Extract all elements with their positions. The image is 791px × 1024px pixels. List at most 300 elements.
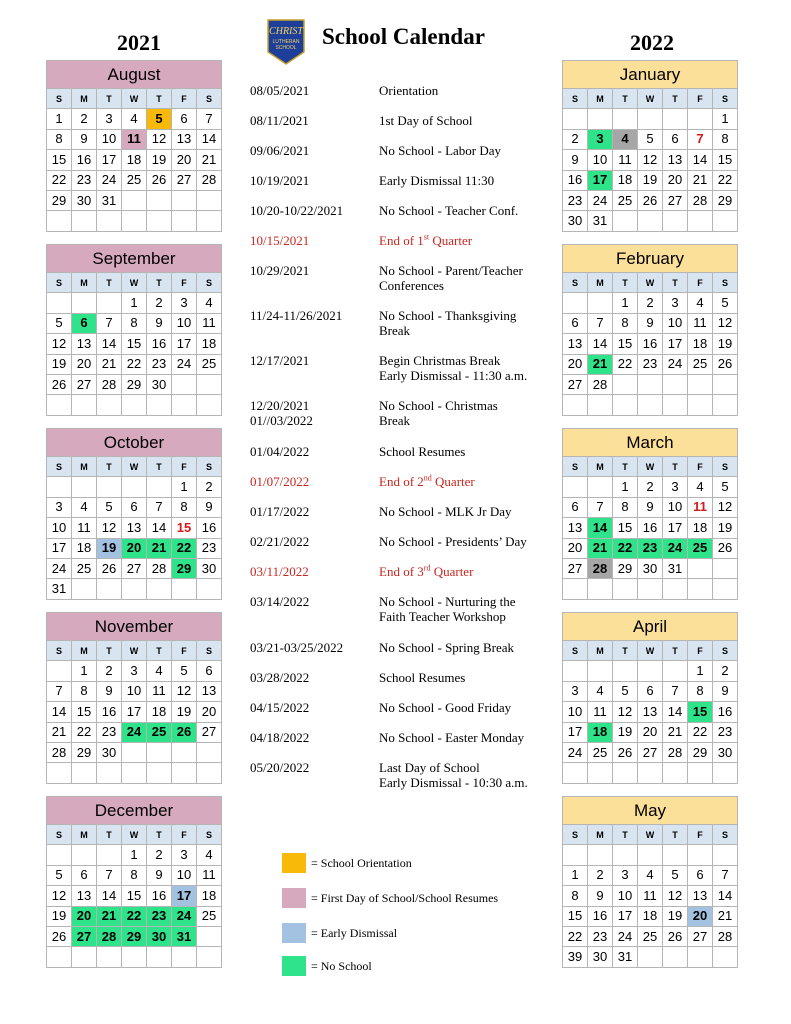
day-cell: 20 bbox=[72, 354, 97, 374]
weekday-header: M bbox=[588, 825, 613, 845]
day-cell: 15 bbox=[172, 518, 197, 538]
event-date-line: 01/04/2022 bbox=[250, 444, 310, 459]
day-cell: 1 bbox=[172, 477, 197, 497]
weekday-header: S bbox=[713, 641, 738, 661]
event-date bbox=[250, 594, 309, 609]
weekday-header: M bbox=[72, 641, 97, 661]
day-cell: 3 bbox=[613, 865, 638, 885]
empty-day-cell bbox=[663, 947, 688, 967]
day-cell: 16 bbox=[197, 518, 222, 538]
day-cell: 17 bbox=[563, 722, 588, 742]
day-cell: 9 bbox=[638, 313, 663, 333]
week-row bbox=[47, 538, 222, 558]
week-row bbox=[563, 313, 738, 333]
weekday-header: T bbox=[663, 89, 688, 109]
event-date bbox=[250, 398, 313, 428]
week-row bbox=[47, 886, 222, 906]
empty-day-cell bbox=[663, 661, 688, 681]
month-february bbox=[562, 244, 738, 416]
day-cell: 15 bbox=[613, 334, 638, 354]
event-date-line: 02/21/2022 bbox=[250, 534, 310, 549]
empty-day-cell bbox=[197, 926, 222, 946]
day-cell: 16 bbox=[638, 518, 663, 538]
day-cell: 16 bbox=[638, 334, 663, 354]
event-description bbox=[379, 670, 465, 685]
day-cell: 8 bbox=[47, 129, 72, 149]
day-cell: 3 bbox=[563, 681, 588, 701]
day-cell: 18 bbox=[613, 170, 638, 190]
event-date bbox=[250, 504, 309, 519]
weekday-header: W bbox=[638, 825, 663, 845]
day-cell: 21 bbox=[588, 354, 613, 374]
weekday-header: M bbox=[588, 89, 613, 109]
day-cell: 18 bbox=[688, 518, 713, 538]
event-description bbox=[379, 564, 473, 579]
day-cell: 28 bbox=[197, 170, 222, 190]
year-2021: 2021 bbox=[117, 30, 161, 55]
day-cell: 14 bbox=[97, 886, 122, 906]
empty-day-cell bbox=[72, 763, 97, 783]
day-cell: 8 bbox=[172, 497, 197, 517]
empty-day-cell bbox=[713, 579, 738, 599]
day-cell: 11 bbox=[688, 497, 713, 517]
weekday-header: S bbox=[563, 89, 588, 109]
event-description-line bbox=[379, 670, 465, 685]
event-date bbox=[250, 760, 309, 775]
event-description bbox=[379, 444, 465, 459]
week-row bbox=[47, 742, 222, 762]
empty-day-cell bbox=[688, 947, 713, 967]
day-cell: 23 bbox=[563, 190, 588, 210]
day-cell: 15 bbox=[613, 518, 638, 538]
day-cell: 14 bbox=[588, 518, 613, 538]
day-cell: 6 bbox=[563, 313, 588, 333]
event-description-line: Early Dismissal - 10:30 a.m. bbox=[379, 775, 528, 790]
day-cell: 5 bbox=[47, 313, 72, 333]
day-cell: 28 bbox=[588, 558, 613, 578]
weekday-header: S bbox=[563, 457, 588, 477]
event-description-line: Break bbox=[379, 323, 411, 338]
day-cell: 14 bbox=[588, 334, 613, 354]
day-cell: 28 bbox=[97, 374, 122, 394]
day-cell: 14 bbox=[663, 702, 688, 722]
month-april bbox=[562, 612, 738, 784]
week-row bbox=[47, 334, 222, 354]
empty-day-cell bbox=[638, 579, 663, 599]
event-description-line bbox=[379, 143, 501, 158]
weekday-header: F bbox=[688, 825, 713, 845]
day-cell: 16 bbox=[147, 334, 172, 354]
day-cell: 1 bbox=[563, 865, 588, 885]
empty-day-cell bbox=[663, 845, 688, 865]
event-description-text: School Resumes bbox=[379, 444, 466, 459]
empty-day-cell bbox=[147, 579, 172, 599]
day-cell: 18 bbox=[147, 702, 172, 722]
empty-day-cell bbox=[47, 477, 72, 497]
empty-day-cell bbox=[97, 763, 122, 783]
week-row bbox=[47, 313, 222, 333]
day-cell: 9 bbox=[713, 681, 738, 701]
weekday-header: T bbox=[613, 457, 638, 477]
week-row bbox=[563, 190, 738, 210]
day-cell: 4 bbox=[197, 845, 222, 865]
week-row bbox=[47, 865, 222, 885]
day-cell: 1 bbox=[47, 109, 72, 129]
event-description bbox=[379, 700, 511, 715]
weekday-header: S bbox=[47, 825, 72, 845]
weekday-header: W bbox=[638, 457, 663, 477]
empty-day-cell bbox=[197, 742, 222, 762]
empty-day-cell bbox=[613, 211, 638, 231]
event-description-text: Begin Christmas Break bbox=[379, 353, 501, 368]
event-description-text: Quarter bbox=[431, 474, 475, 489]
weekday-header: S bbox=[197, 89, 222, 109]
empty-day-cell bbox=[713, 211, 738, 231]
week-row bbox=[47, 395, 222, 415]
legend-label: = First Day of School/School Resumes bbox=[311, 891, 499, 905]
event-date-line: 11/24-11/26/2021 bbox=[250, 308, 343, 323]
day-cell: 25 bbox=[147, 722, 172, 742]
empty-day-cell bbox=[147, 395, 172, 415]
day-cell: 29 bbox=[122, 374, 147, 394]
empty-day-cell bbox=[563, 395, 588, 415]
empty-day-cell bbox=[147, 947, 172, 967]
day-cell: 23 bbox=[638, 538, 663, 558]
day-cell: 24 bbox=[663, 354, 688, 374]
empty-day-cell bbox=[713, 395, 738, 415]
day-cell: 11 bbox=[122, 129, 147, 149]
day-cell: 4 bbox=[72, 497, 97, 517]
day-cell: 17 bbox=[613, 906, 638, 926]
week-row bbox=[47, 926, 222, 946]
week-row bbox=[563, 579, 738, 599]
week-row bbox=[563, 661, 738, 681]
empty-day-cell bbox=[97, 395, 122, 415]
event-date-line: 10/29/2021 bbox=[250, 263, 310, 278]
day-cell: 21 bbox=[588, 538, 613, 558]
day-cell: 10 bbox=[47, 518, 72, 538]
empty-day-cell bbox=[663, 763, 688, 783]
empty-day-cell bbox=[663, 579, 688, 599]
empty-day-cell bbox=[688, 211, 713, 231]
day-cell: 19 bbox=[47, 354, 72, 374]
event-date-line: 01/07/2022 bbox=[250, 474, 310, 489]
weekday-header: F bbox=[172, 89, 197, 109]
day-cell: 5 bbox=[97, 497, 122, 517]
event-description bbox=[379, 308, 516, 338]
day-cell: 31 bbox=[172, 926, 197, 946]
day-cell: 16 bbox=[147, 886, 172, 906]
day-cell: 10 bbox=[613, 886, 638, 906]
weekday-header: F bbox=[172, 457, 197, 477]
event-description-text: No School - Nurturing the bbox=[379, 594, 516, 609]
day-cell: 31 bbox=[663, 558, 688, 578]
event-date-line: 10/15/2021 bbox=[250, 233, 310, 248]
day-cell: 30 bbox=[563, 211, 588, 231]
empty-day-cell bbox=[688, 763, 713, 783]
day-cell: 23 bbox=[638, 354, 663, 374]
event-description bbox=[379, 474, 475, 489]
empty-day-cell bbox=[638, 763, 663, 783]
day-cell: 24 bbox=[47, 558, 72, 578]
legend-swatch bbox=[282, 956, 306, 976]
day-cell: 30 bbox=[72, 190, 97, 210]
day-cell: 39 bbox=[563, 947, 588, 967]
day-cell: 15 bbox=[563, 906, 588, 926]
day-cell: 26 bbox=[47, 374, 72, 394]
empty-day-cell bbox=[97, 293, 122, 313]
day-cell: 17 bbox=[47, 538, 72, 558]
day-cell: 12 bbox=[713, 313, 738, 333]
weekday-header: S bbox=[563, 825, 588, 845]
week-row bbox=[563, 211, 738, 231]
day-cell: 26 bbox=[147, 170, 172, 190]
weekday-header: F bbox=[172, 273, 197, 293]
day-cell: 27 bbox=[172, 170, 197, 190]
event-description-line bbox=[379, 760, 528, 775]
day-cell: 4 bbox=[613, 129, 638, 149]
day-cell: 7 bbox=[663, 681, 688, 701]
week-row bbox=[563, 702, 738, 722]
empty-day-cell bbox=[663, 211, 688, 231]
day-cell: 28 bbox=[147, 558, 172, 578]
event-date bbox=[250, 203, 343, 218]
empty-day-cell bbox=[97, 211, 122, 231]
weekday-header: T bbox=[663, 457, 688, 477]
event-description bbox=[379, 263, 523, 293]
day-cell: 13 bbox=[663, 150, 688, 170]
day-cell: 8 bbox=[563, 886, 588, 906]
day-cell: 29 bbox=[688, 742, 713, 762]
weekday-header: S bbox=[47, 273, 72, 293]
day-cell: 23 bbox=[147, 906, 172, 926]
weekday-header: W bbox=[122, 273, 147, 293]
day-cell: 2 bbox=[588, 865, 613, 885]
event-description-text: No School - Good Friday bbox=[379, 700, 512, 715]
event-date bbox=[250, 474, 309, 489]
empty-day-cell bbox=[147, 763, 172, 783]
day-cell: 23 bbox=[147, 354, 172, 374]
day-cell: 30 bbox=[147, 374, 172, 394]
day-cell: 6 bbox=[663, 129, 688, 149]
day-cell: 8 bbox=[613, 313, 638, 333]
event-date bbox=[250, 444, 309, 459]
day-cell: 11 bbox=[613, 150, 638, 170]
empty-day-cell bbox=[663, 109, 688, 129]
weekday-header: M bbox=[72, 273, 97, 293]
day-cell: 19 bbox=[638, 170, 663, 190]
weekday-header: F bbox=[688, 641, 713, 661]
event-description-line bbox=[379, 203, 518, 218]
day-cell: 28 bbox=[688, 190, 713, 210]
day-cell: 19 bbox=[47, 906, 72, 926]
empty-day-cell bbox=[638, 109, 663, 129]
day-cell: 26 bbox=[713, 538, 738, 558]
ordinal-suffix: rd bbox=[423, 563, 431, 573]
day-cell: 24 bbox=[563, 742, 588, 762]
day-cell: 11 bbox=[72, 518, 97, 538]
month-name: February bbox=[563, 245, 738, 273]
empty-day-cell bbox=[47, 395, 72, 415]
event-description bbox=[379, 534, 527, 549]
event-description-text: End of 2 bbox=[379, 474, 424, 489]
month-november bbox=[46, 612, 222, 784]
day-cell: 27 bbox=[663, 190, 688, 210]
event-date-line: 03/14/2022 bbox=[250, 594, 310, 609]
day-cell: 27 bbox=[122, 558, 147, 578]
day-cell: 29 bbox=[172, 558, 197, 578]
day-cell: 10 bbox=[588, 150, 613, 170]
empty-day-cell bbox=[72, 947, 97, 967]
weekday-header: T bbox=[147, 273, 172, 293]
day-cell: 27 bbox=[563, 374, 588, 394]
empty-day-cell bbox=[713, 947, 738, 967]
day-cell: 10 bbox=[172, 865, 197, 885]
day-cell: 26 bbox=[638, 190, 663, 210]
empty-day-cell bbox=[638, 947, 663, 967]
empty-day-cell bbox=[122, 477, 147, 497]
day-cell: 16 bbox=[588, 906, 613, 926]
month-name: January bbox=[563, 61, 738, 89]
day-cell: 21 bbox=[97, 354, 122, 374]
event-description-text: Last Day of School bbox=[379, 760, 480, 775]
month-march bbox=[562, 428, 738, 600]
day-cell: 6 bbox=[688, 865, 713, 885]
event-date bbox=[250, 308, 342, 323]
empty-day-cell bbox=[638, 395, 663, 415]
day-cell: 11 bbox=[588, 702, 613, 722]
day-cell: 23 bbox=[72, 170, 97, 190]
empty-day-cell bbox=[122, 742, 147, 762]
day-cell: 27 bbox=[688, 926, 713, 946]
day-cell: 11 bbox=[197, 313, 222, 333]
day-cell: 4 bbox=[588, 681, 613, 701]
event-date-line: 01/17/2022 bbox=[250, 504, 310, 519]
week-row bbox=[47, 211, 222, 231]
day-cell: 20 bbox=[563, 538, 588, 558]
weekday-header: W bbox=[638, 641, 663, 661]
day-cell: 5 bbox=[47, 865, 72, 885]
week-row bbox=[563, 374, 738, 394]
weekday-header: F bbox=[172, 825, 197, 845]
day-cell: 13 bbox=[563, 518, 588, 538]
day-cell: 22 bbox=[172, 538, 197, 558]
day-cell: 8 bbox=[613, 497, 638, 517]
weekday-header: W bbox=[638, 273, 663, 293]
empty-day-cell bbox=[72, 395, 97, 415]
day-cell: 28 bbox=[713, 926, 738, 946]
event-description bbox=[379, 173, 494, 188]
event-description-text: Quarter bbox=[430, 564, 474, 579]
empty-day-cell bbox=[613, 579, 638, 599]
weekday-header: M bbox=[72, 89, 97, 109]
day-cell: 18 bbox=[688, 334, 713, 354]
legend-label: = No School bbox=[311, 959, 372, 973]
day-cell: 13 bbox=[688, 886, 713, 906]
day-cell: 8 bbox=[122, 865, 147, 885]
day-cell: 19 bbox=[713, 334, 738, 354]
day-cell: 22 bbox=[613, 538, 638, 558]
empty-day-cell bbox=[122, 579, 147, 599]
event-description-text: No School - Presidents’ Day bbox=[379, 534, 527, 549]
event-description-line bbox=[379, 83, 438, 98]
event-description-text: Early Dismissal 11:30 bbox=[379, 173, 495, 188]
empty-day-cell bbox=[72, 293, 97, 313]
day-cell: 17 bbox=[663, 518, 688, 538]
day-cell: 22 bbox=[72, 722, 97, 742]
day-cell: 3 bbox=[172, 293, 197, 313]
empty-day-cell bbox=[172, 395, 197, 415]
week-row bbox=[47, 661, 222, 681]
day-cell: 6 bbox=[72, 865, 97, 885]
day-cell: 22 bbox=[122, 354, 147, 374]
empty-day-cell bbox=[563, 109, 588, 129]
day-cell: 12 bbox=[713, 497, 738, 517]
weekday-header: M bbox=[588, 273, 613, 293]
event-description-text: No School - Christmas bbox=[379, 398, 498, 413]
day-cell: 19 bbox=[713, 518, 738, 538]
day-cell: 5 bbox=[172, 661, 197, 681]
week-row bbox=[563, 763, 738, 783]
day-cell: 27 bbox=[638, 742, 663, 762]
day-cell: 22 bbox=[713, 170, 738, 190]
event-date bbox=[250, 700, 309, 715]
empty-day-cell bbox=[172, 211, 197, 231]
empty-day-cell bbox=[663, 374, 688, 394]
day-cell: 26 bbox=[47, 926, 72, 946]
year-2022: 2022 bbox=[630, 30, 674, 55]
day-cell: 5 bbox=[613, 681, 638, 701]
event-date bbox=[250, 83, 309, 98]
empty-day-cell bbox=[97, 477, 122, 497]
event-date bbox=[250, 173, 309, 188]
empty-day-cell bbox=[713, 558, 738, 578]
day-cell: 9 bbox=[147, 313, 172, 333]
day-cell: 7 bbox=[713, 865, 738, 885]
day-cell: 17 bbox=[172, 334, 197, 354]
empty-day-cell bbox=[122, 947, 147, 967]
week-row bbox=[47, 497, 222, 517]
week-row bbox=[47, 170, 222, 190]
week-row bbox=[47, 722, 222, 742]
event-description-line bbox=[379, 398, 498, 413]
week-row bbox=[47, 293, 222, 313]
day-cell: 29 bbox=[713, 190, 738, 210]
logo-text-school: SCHOOL bbox=[275, 45, 297, 51]
day-cell: 13 bbox=[197, 681, 222, 701]
day-cell: 19 bbox=[613, 722, 638, 742]
day-cell: 21 bbox=[713, 906, 738, 926]
day-cell: 13 bbox=[563, 334, 588, 354]
day-cell: 21 bbox=[197, 150, 222, 170]
empty-day-cell bbox=[122, 395, 147, 415]
empty-day-cell bbox=[638, 211, 663, 231]
empty-day-cell bbox=[197, 190, 222, 210]
week-row bbox=[563, 538, 738, 558]
empty-day-cell bbox=[47, 947, 72, 967]
week-row bbox=[563, 558, 738, 578]
day-cell: 12 bbox=[97, 518, 122, 538]
weekday-header: S bbox=[563, 273, 588, 293]
empty-day-cell bbox=[172, 579, 197, 599]
event-description bbox=[379, 760, 528, 790]
empty-day-cell bbox=[638, 661, 663, 681]
day-cell: 25 bbox=[638, 926, 663, 946]
month-name: May bbox=[563, 797, 738, 825]
event-description-line bbox=[379, 474, 475, 489]
day-cell: 8 bbox=[713, 129, 738, 149]
day-cell: 25 bbox=[688, 538, 713, 558]
